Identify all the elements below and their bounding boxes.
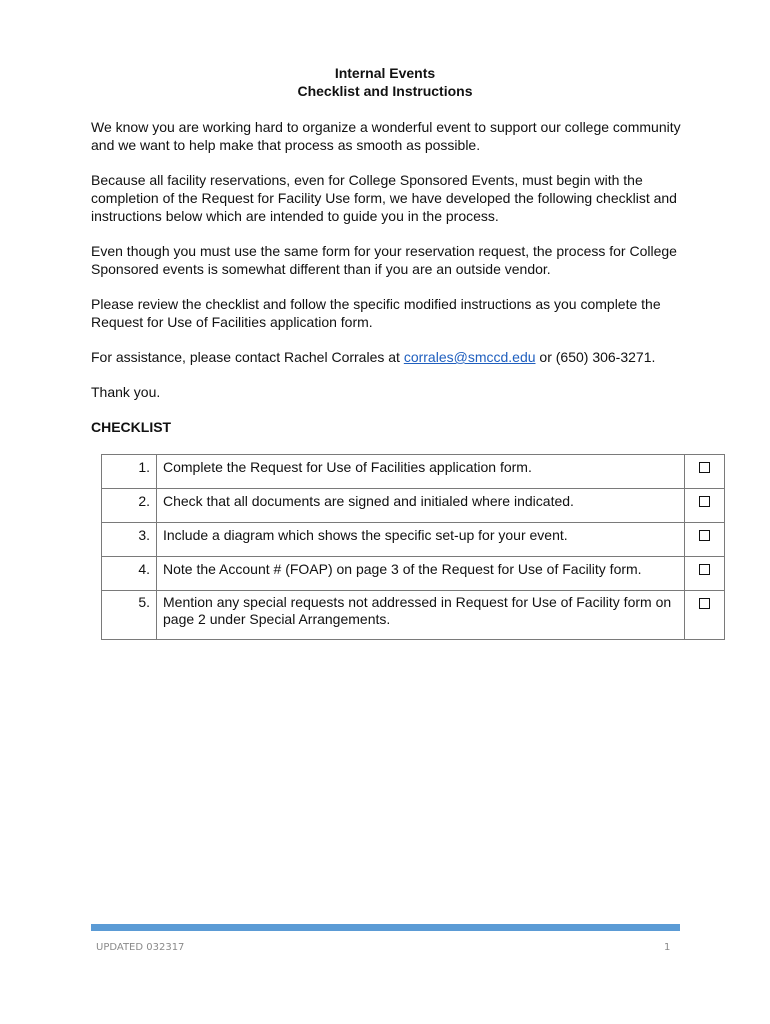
table-row [102,489,725,523]
contact-prefix: For assistance, please contact Rachel Corrales at [91,349,404,365]
checklist-item-number: 5. [138,594,150,610]
document-title [0,64,770,100]
checklist-table [101,454,725,640]
title-line-2: Checklist and Instructions [297,83,473,99]
checklist-item-number: 1. [138,459,150,475]
contact-paragraph [91,348,691,366]
table-row [102,591,725,640]
checklist-item-number: 4. [138,561,150,577]
checklist-item-text: Complete the Request for Use of Facilities application form. [163,459,532,475]
intro-paragraph-1: We know you are working hard to organize a wonderful event to support our college community and we want to help make that process as smooth as possible. [91,119,681,153]
title-line-1: Internal Events [334,65,436,81]
checklist-item-number: 2. [138,493,150,509]
table-row [102,523,725,557]
intro-paragraph-4: Please review the checklist and follow the specific modified instructions as you complete the Request for Use of Facilities application form. [91,296,661,330]
contact-suffix: or (650) 306-3271. [535,349,656,365]
checkbox-icon[interactable] [699,564,710,575]
intro-paragraph-3: Even though you must use the same form for your reservation request, the process for College Sponsored events is somewhat different than if you are an outside vendor. [91,243,677,277]
checklist-item-text: Check that all documents are signed and initialed where indicated. [163,493,574,509]
contact-email-link[interactable]: corrales@smccd.edu [403,349,536,365]
intro-section [91,118,691,453]
intro-paragraph-2: Because all facility reservations, even for College Sponsored Events, must begin with the completion of the Request for Facility Use form, we have developed the following checklist and instructions below which are intended to guide you in the process. [91,172,677,224]
checklist-item-text: Note the Account # (FOAP) on page 3 of the Request for Use of Facility form. [163,561,642,577]
checklist-item-number: 3. [138,527,150,543]
checkbox-icon[interactable] [699,496,710,507]
checkbox-icon[interactable] [699,530,710,541]
footer-updated-date: UPDATED 032317 [96,942,185,953]
table-row [102,557,725,591]
footer-page-number: 1 [664,942,671,953]
checklist-item-text: Mention any special requests not addressed in Request for Use of Facility form on page 2 under Special Arrangements. [163,594,672,627]
checklist-item-text: Include a diagram which shows the specific set-up for your event. [163,527,568,543]
checkbox-icon[interactable] [699,462,710,473]
checkbox-icon[interactable] [699,598,710,609]
checklist-heading: CHECKLIST [91,419,172,435]
thanks-text: Thank you. [91,384,161,400]
footer-divider-bar [91,924,680,931]
table-row [102,455,725,489]
